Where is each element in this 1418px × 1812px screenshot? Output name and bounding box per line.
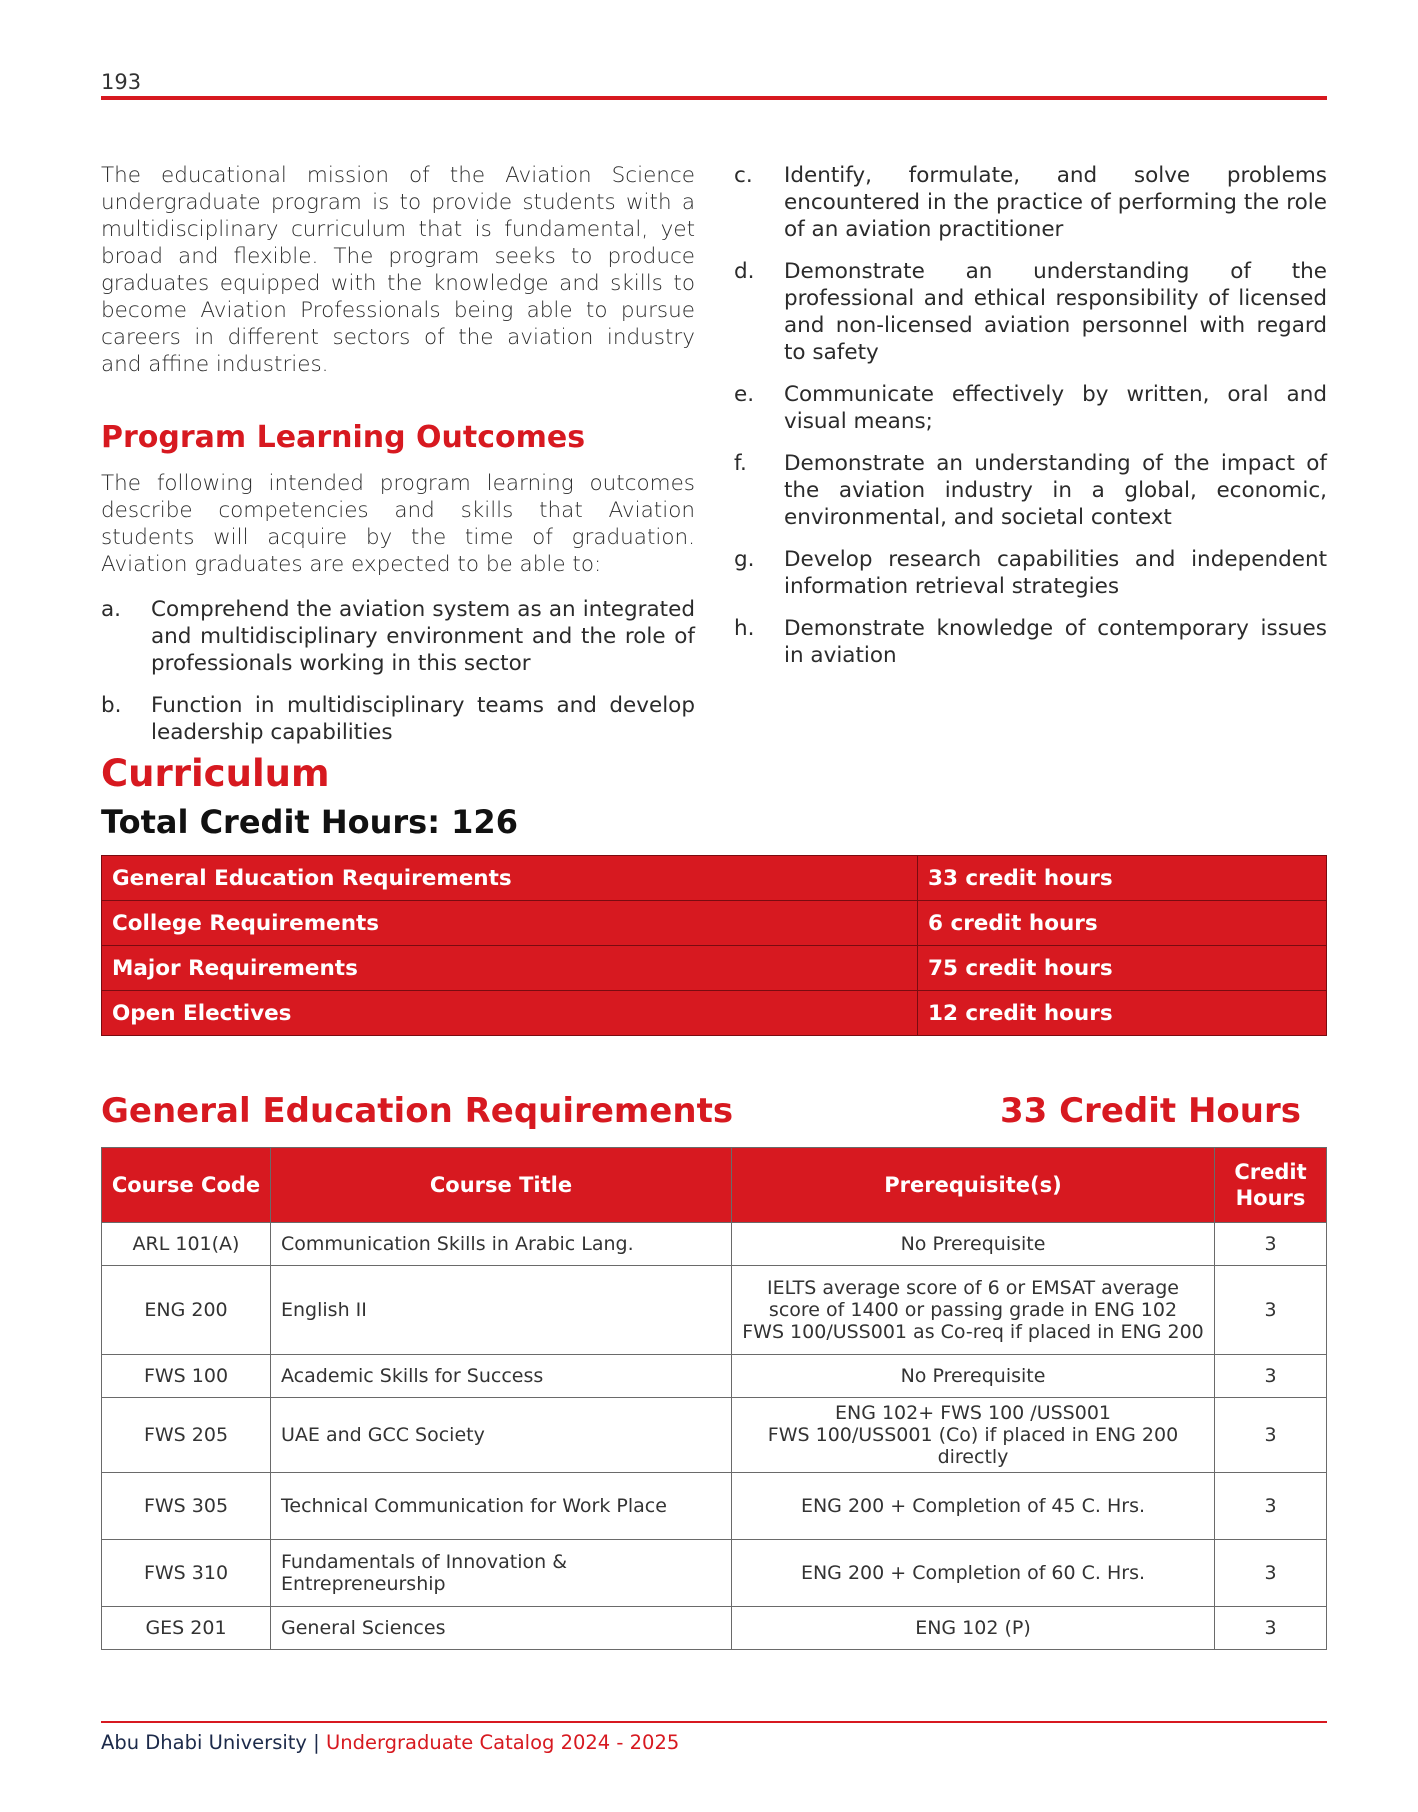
list-text: Function in multidisciplinary teams and develop leadership capabilities <box>151 693 695 745</box>
list-item <box>734 381 1327 435</box>
course-title: General Sciences <box>271 1607 732 1650</box>
col-header-credit: Credit Hours <box>1215 1148 1327 1223</box>
course-prereq: ENG 102+ FWS 100 /USS001 FWS 100/USS001 (Co) if placed in ENG 200 directly <box>732 1398 1215 1473</box>
credit-summary-table <box>101 855 1327 1036</box>
list-letter: g. <box>734 547 755 572</box>
summary-label: Major Requirements <box>102 946 918 991</box>
course-prereq: No Prerequisite <box>732 1223 1215 1266</box>
course-code: ARL 101(A) <box>102 1223 271 1266</box>
courses-table <box>101 1147 1327 1650</box>
list-text: Demonstrate an understanding of the impact of the aviation industry in a global, economic, environmental, and societal context <box>784 451 1327 530</box>
course-prereq: ENG 200 + Completion of 60 C. Hrs. <box>732 1540 1215 1607</box>
list-item <box>734 258 1327 366</box>
course-code: ENG 200 <box>102 1266 271 1355</box>
table-row <box>102 1223 1327 1266</box>
course-title: Communication Skills in Arabic Lang. <box>271 1223 732 1266</box>
footer-catalog: Undergraduate Catalog 2024 - 2025 <box>325 1731 680 1754</box>
course-title: English II <box>271 1266 732 1355</box>
outcomes-list-left <box>101 596 695 746</box>
header-divider <box>101 96 1327 100</box>
table-row <box>102 1266 1327 1355</box>
table-row <box>102 1540 1327 1607</box>
footer-university: Abu Dhabi University <box>101 1731 307 1754</box>
list-text: Develop research capabilities and independent information retrieval strategies <box>784 547 1327 599</box>
table-row <box>102 991 1327 1036</box>
page-number: 193 <box>101 70 142 94</box>
left-column <box>101 162 695 761</box>
list-item <box>734 450 1327 531</box>
list-letter: b. <box>101 693 122 718</box>
col-header-title: Course Title <box>271 1148 732 1223</box>
table-row <box>102 946 1327 991</box>
right-column <box>734 162 1327 684</box>
ger-heading: General Education Requirements <box>101 1091 734 1131</box>
list-text: Communicate effectively by written, oral and visual means; <box>784 382 1327 434</box>
list-item <box>734 615 1327 669</box>
table-row <box>102 1473 1327 1540</box>
summary-label: General Education Requirements <box>102 856 918 901</box>
course-credit: 3 <box>1215 1607 1327 1650</box>
list-item <box>101 596 695 677</box>
course-credit: 3 <box>1215 1266 1327 1355</box>
course-code: FWS 205 <box>102 1398 271 1473</box>
summary-hours: 75 credit hours <box>918 946 1327 991</box>
course-code: GES 201 <box>102 1607 271 1650</box>
ger-credits: 33 Credit Hours <box>999 1091 1301 1131</box>
course-prereq: No Prerequisite <box>732 1355 1215 1398</box>
col-header-code: Course Code <box>102 1148 271 1223</box>
list-letter: a. <box>101 597 122 622</box>
list-text: Comprehend the aviation system as an integrated and multidisciplinary environment and the role of professionals working in this sector <box>151 597 695 676</box>
outcomes-list-right <box>734 162 1327 669</box>
table-row <box>102 901 1327 946</box>
course-code: FWS 305 <box>102 1473 271 1540</box>
table-row <box>102 1355 1327 1398</box>
list-letter: f. <box>734 451 747 476</box>
list-item <box>734 546 1327 600</box>
list-text: Identify, formulate, and solve problems encountered in the practice of performing the role of an aviation practitioner <box>784 163 1327 242</box>
course-prereq: ENG 200 + Completion of 45 C. Hrs. <box>732 1473 1215 1540</box>
curriculum-heading: Curriculum <box>101 752 330 795</box>
course-code: FWS 100 <box>102 1355 271 1398</box>
list-text: Demonstrate an understanding of the professional and ethical responsibility of licensed and non-licensed aviation personnel with regard to safety <box>784 259 1327 365</box>
plo-intro: The following intended program learning outcomes describe competencies and skills that Aviation students will acquire by the time of graduation. Aviation graduates are expected to be able to: <box>101 471 695 577</box>
total-credit-hours: Total Credit Hours: 126 <box>101 803 518 841</box>
summary-label: College Requirements <box>102 901 918 946</box>
course-prereq: ENG 102 (P) <box>732 1607 1215 1650</box>
mission-paragraph: The educational mission of the Aviation Science undergraduate program is to provide students with a multidisciplinary curriculum that is fundamental, yet broad and flexible. The program seeks to produce graduates equipped with the knowledge and skills to become Aviation Professionals being able to pursue careers in different sectors of the aviation industry and affine industries. <box>101 163 695 377</box>
course-prereq: IELTS average score of 6 or EMSAT average score of 1400 or passing grade in ENG 102 FWS 100/USS001 as Co-req if placed in ENG 200 <box>732 1266 1215 1355</box>
plo-heading: Program Learning Outcomes <box>101 420 586 455</box>
list-text: Demonstrate knowledge of contemporary issues in aviation <box>784 616 1327 668</box>
footer-separator: | <box>313 1731 320 1754</box>
summary-label: Open Electives <box>102 991 918 1036</box>
course-credit: 3 <box>1215 1398 1327 1473</box>
summary-hours: 6 credit hours <box>918 901 1327 946</box>
table-header-row <box>102 1148 1327 1223</box>
summary-hours: 12 credit hours <box>918 991 1327 1036</box>
table-row <box>102 1607 1327 1650</box>
course-credit: 3 <box>1215 1355 1327 1398</box>
table-row <box>102 856 1327 901</box>
course-title: Academic Skills for Success <box>271 1355 732 1398</box>
course-title: Fundamentals of Innovation & Entrepreneurship <box>271 1540 732 1607</box>
table-row <box>102 1398 1327 1473</box>
list-letter: d. <box>734 259 755 284</box>
list-letter: e. <box>734 382 755 407</box>
list-letter: h. <box>734 616 755 641</box>
footer-divider <box>101 1721 1327 1723</box>
summary-hours: 33 credit hours <box>918 856 1327 901</box>
list-item <box>101 692 695 746</box>
course-title: Technical Communication for Work Place <box>271 1473 732 1540</box>
footer <box>101 1730 679 1756</box>
col-header-prereq: Prerequisite(s) <box>732 1148 1215 1223</box>
list-letter: c. <box>734 163 753 188</box>
list-item <box>734 162 1327 243</box>
course-code: FWS 310 <box>102 1540 271 1607</box>
course-credit: 3 <box>1215 1473 1327 1540</box>
course-credit: 3 <box>1215 1223 1327 1266</box>
course-title: UAE and GCC Society <box>271 1398 732 1473</box>
course-credit: 3 <box>1215 1540 1327 1607</box>
